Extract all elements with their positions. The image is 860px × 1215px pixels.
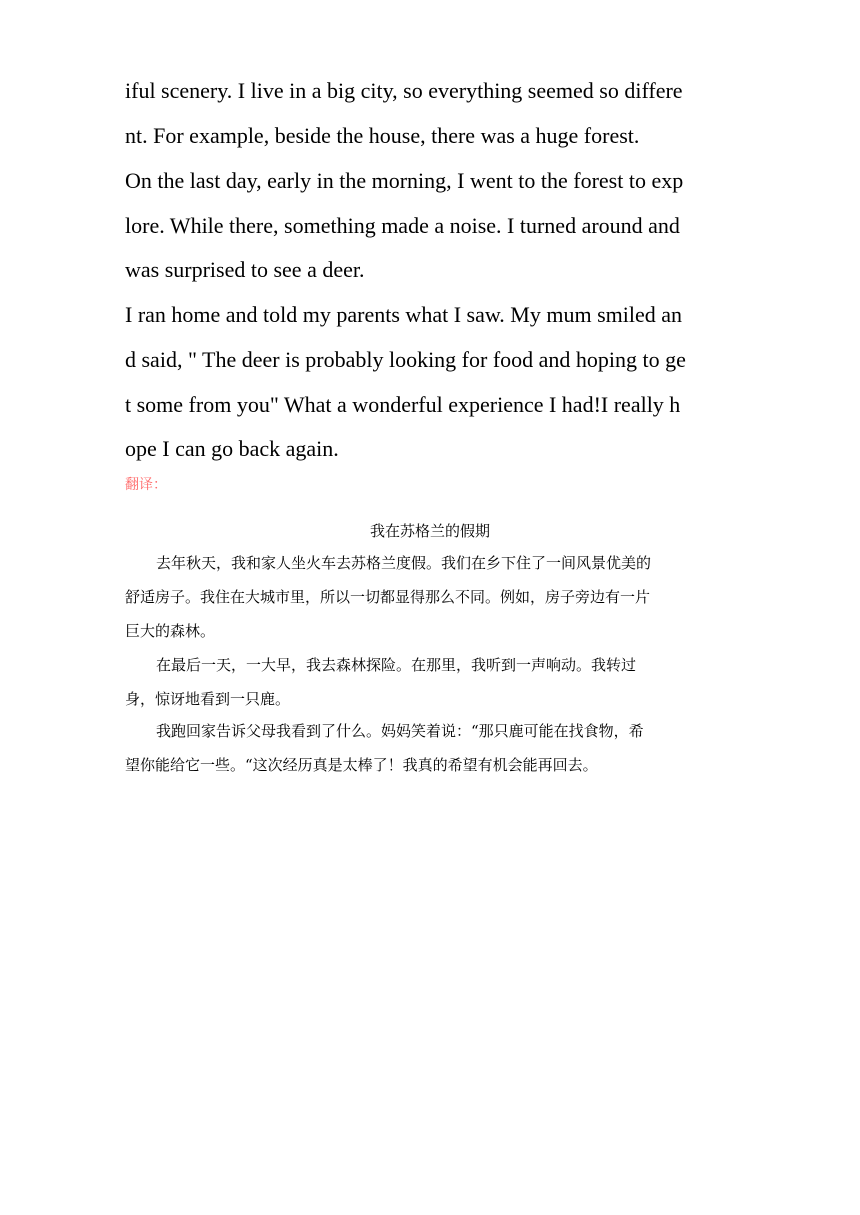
- english-line-1: iful scenery. I live in a big city, so everything seemed so differe: [125, 78, 683, 103]
- english-line-5: was surprised to see a deer.: [125, 257, 365, 282]
- translation-label: 翻译：: [125, 477, 167, 493]
- english-line-6: I ran home and told my parents what I saw. My mum smiled an: [125, 302, 683, 327]
- english-line-8: t some from you" What a wonderful experience I had!I really h: [125, 392, 681, 417]
- translation-line-1: 去年秋天，我和家人坐火车去苏格兰度假。我们在乡下住了一间风景优美的: [156, 554, 652, 572]
- english-line-7: d said, " The deer is probably looking for food and hoping to ge: [125, 347, 686, 372]
- english-line-3: On the last day, early in the morning, I went to the forest to exp: [125, 168, 684, 193]
- translation-line-2: 舒适房子。我住在大城市里，所以一切都显得那么不同。例如，房子旁边有一片: [125, 588, 651, 606]
- translation-title: 我在苏格兰的假期: [369, 522, 490, 540]
- translation-line-6: 我跑回家告诉父母我看到了什么。妈妈笑着说：“那只鹿可能在找食物，希: [156, 722, 644, 740]
- translation-line-4: 在最后一天，一大早，我去森林探险。在那里，我听到一声响动。我转过: [156, 656, 637, 674]
- english-line-2: nt. For example, beside the house, there was a huge forest.: [125, 123, 640, 148]
- english-line-4: lore. While there, something made a noise. I turned around and: [125, 213, 680, 238]
- translation-line-5: 身，惊讶地看到一只鹿。: [125, 690, 291, 708]
- english-line-9: ope I can go back again.: [125, 436, 339, 461]
- translation-line-3: 巨大的森林。: [125, 622, 216, 640]
- translation-line-7: 望你能给它一些。“这次经历真是太棒了！我真的希望有机会能再回去。: [125, 756, 598, 774]
